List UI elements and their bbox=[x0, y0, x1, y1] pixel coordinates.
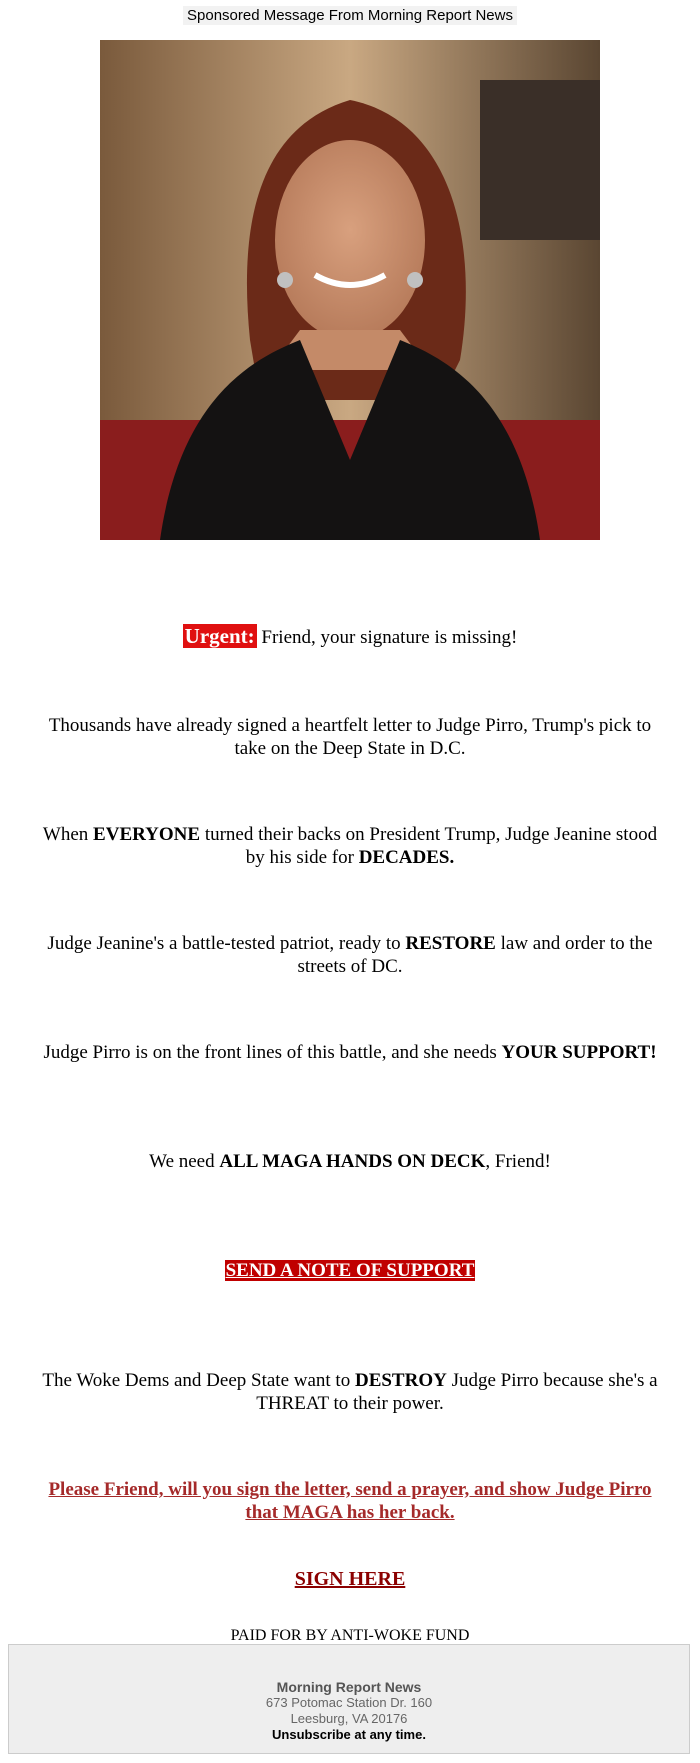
p6-text-a: The Woke Dems and Deep State want to bbox=[42, 1370, 355, 1391]
sign-letter-link-container bbox=[40, 1478, 660, 1524]
p2-bold-decades: DECADES. bbox=[358, 847, 455, 868]
footer-company-name: Morning Report News bbox=[276, 1679, 422, 1695]
p5-text-a: We need bbox=[149, 1151, 220, 1172]
paragraph-restore bbox=[40, 932, 660, 978]
p3-bold-restore: RESTORE bbox=[405, 933, 496, 954]
urgent-badge: Urgent: bbox=[184, 624, 255, 648]
p2-text-c: turned their backs on President Trump, Judge Jeanine stood by his side for bbox=[200, 824, 658, 868]
p2-text-a: When bbox=[42, 824, 94, 845]
p4-text-a: Judge Pirro is on the front lines of this battle, and she needs bbox=[43, 1042, 502, 1063]
paragraph-destroy bbox=[40, 1369, 660, 1415]
p3-text-c: law and order to the streets of DC. bbox=[297, 933, 653, 977]
p2-bold-everyone: EVERYONE bbox=[93, 824, 201, 845]
footer-address-line1: 673 Potomac Station Dr. 160 bbox=[265, 1695, 433, 1710]
sign-here-link[interactable]: SIGN HERE bbox=[294, 1568, 406, 1590]
p5-text-c: , Friend! bbox=[485, 1151, 551, 1172]
paragraph-front-lines bbox=[40, 1041, 660, 1064]
footer bbox=[8, 1644, 690, 1754]
paragraph-maga-hands bbox=[40, 1150, 660, 1173]
p4-bold-support: YOUR SUPPORT! bbox=[501, 1042, 657, 1063]
portrait-photo-icon bbox=[100, 40, 600, 540]
urgent-line bbox=[40, 625, 660, 649]
urgent-text: Friend, your signature is missing! bbox=[256, 627, 518, 648]
sign-here-container bbox=[40, 1568, 660, 1591]
paid-for-text: PAID FOR BY ANTI-WOKE FUND bbox=[230, 1627, 470, 1644]
cta-container bbox=[40, 1259, 660, 1282]
hero-photo bbox=[100, 40, 600, 540]
p3-text-a: Judge Jeanine's a battle-tested patriot, ready to bbox=[47, 933, 406, 954]
send-note-button[interactable]: SEND A NOTE OF SUPPORT bbox=[225, 1260, 475, 1281]
p6-bold-destroy: DESTROY bbox=[354, 1370, 447, 1391]
sponsor-banner bbox=[0, 0, 700, 25]
paragraph-everyone bbox=[40, 823, 660, 869]
sponsor-text: Sponsored Message From Morning Report News bbox=[183, 6, 517, 25]
sign-letter-link[interactable]: Please Friend, will you sign the letter, send a prayer, and show Judge Pirro that MAGA has her back. bbox=[48, 1479, 652, 1523]
p6-text-c: Judge Pirro because she's a THREAT to their power. bbox=[256, 1370, 658, 1414]
paragraph-letter-text: Thousands have already signed a heartfelt letter to Judge Pirro, Trump's pick to take on the Deep State in D.C. bbox=[48, 715, 652, 759]
p5-bold-hands: ALL MAGA HANDS ON DECK bbox=[219, 1151, 486, 1172]
footer-address-line2: Leesburg, VA 20176 bbox=[290, 1711, 408, 1726]
paragraph-letter bbox=[40, 714, 660, 760]
unsubscribe-link[interactable]: Unsubscribe at any time. bbox=[272, 1727, 426, 1742]
